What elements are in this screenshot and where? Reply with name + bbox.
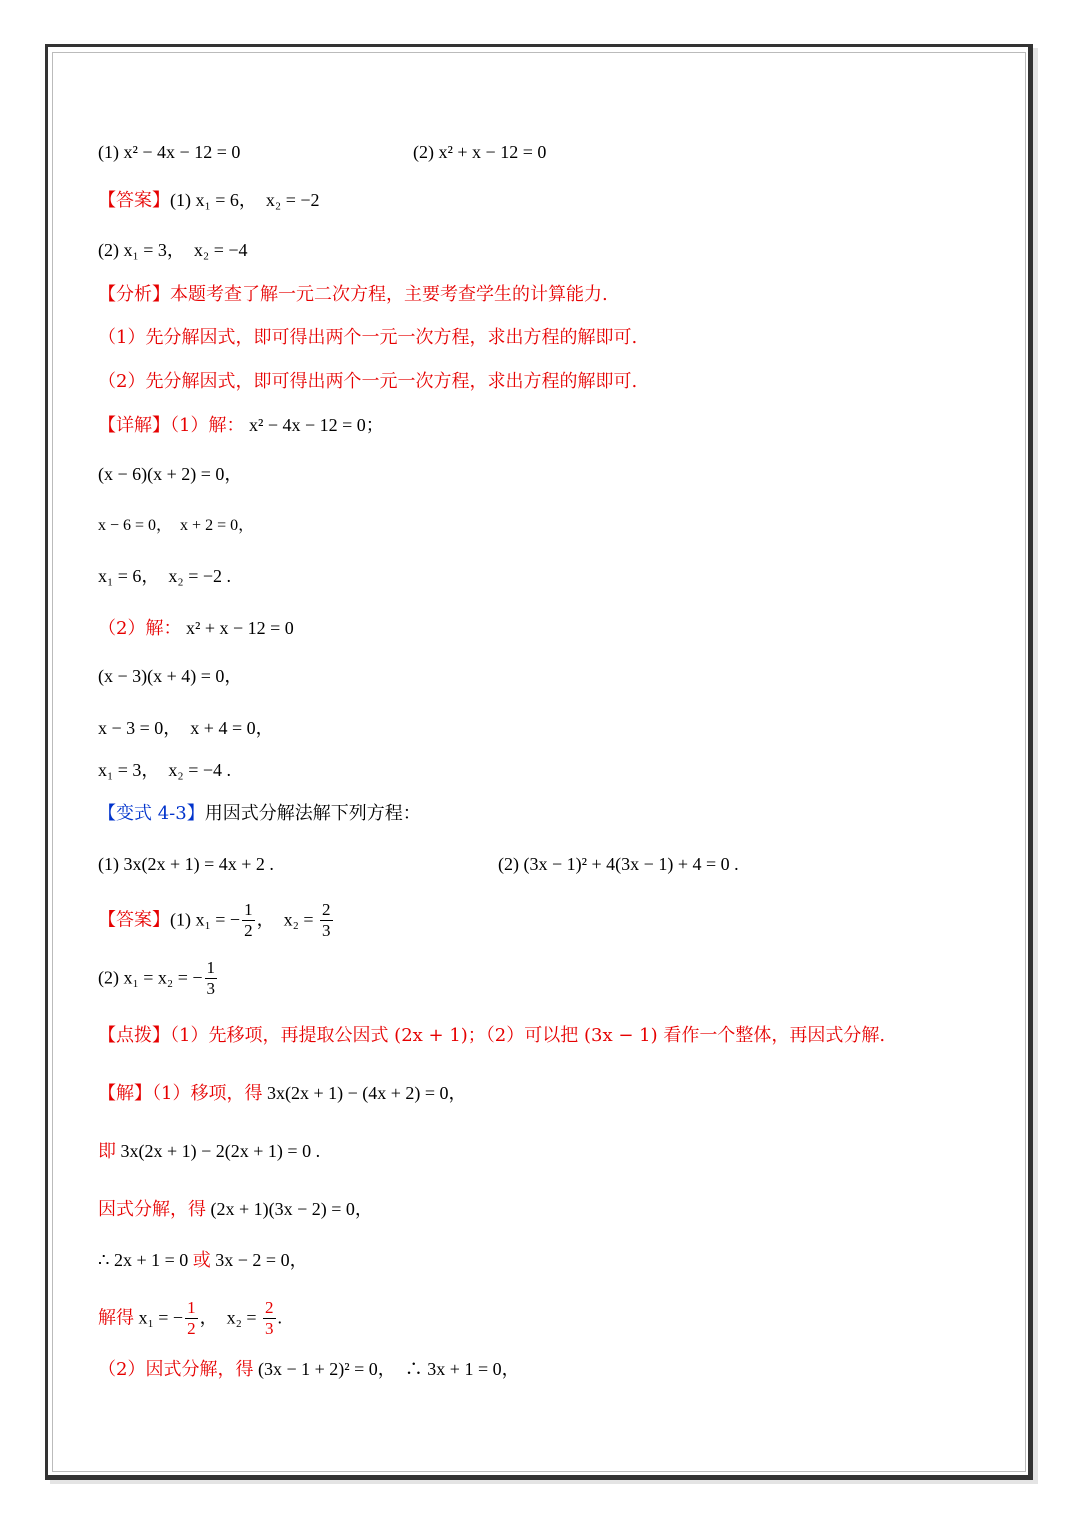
step-5: (x − 3)(x + 4) = 0， xyxy=(98,666,243,686)
answer-3-x2: ， x₂ = xyxy=(256,909,319,930)
step-4 xyxy=(98,616,294,641)
answer-2: (2) x₁ = 3， x₂ = −4 xyxy=(98,240,248,260)
question-1: (1) 3x(2x + 1) = 4x + 2 . xyxy=(98,854,274,874)
variant-label: 【变式 4-3】 xyxy=(98,803,205,824)
step-7: x₁ = 3， x₂ = −4 . xyxy=(98,760,232,780)
step-3: x₁ = 6， x₂ = −2 . xyxy=(98,566,232,586)
answer-line-4 xyxy=(98,958,219,999)
solution-line-5 xyxy=(98,1298,282,1339)
solution-3-text: 因式分解，得 xyxy=(98,1199,206,1220)
solution-label: 【解】 xyxy=(98,1083,152,1104)
question-2: (2) (3x − 1)² + 4(3x − 1) + 4 = 0 . xyxy=(498,854,739,874)
detail-label: 【详解】 xyxy=(98,415,170,436)
solution-5-text: 解得 xyxy=(98,1307,134,1329)
problem-2: (2) x² + x − 12 = 0 xyxy=(413,142,547,162)
solution-1-equation: 3x(2x + 1) − (4x + 2) = 0， xyxy=(262,1083,467,1103)
hint-text: （1）先移项，再提取公因式 (2x + 1)；（2）可以把 (3x − 1) 看作一个整体，再因式分解. xyxy=(170,1025,886,1046)
analysis-step-1: （1）先分解因式，即可得出两个一元一次方程，求出方程的解即可. xyxy=(98,327,638,348)
answer-line-1 xyxy=(98,188,320,213)
fraction-two-thirds-2: $\frac{2}{3}$ xyxy=(265,1298,274,1338)
solution-line-4 xyxy=(98,1248,308,1273)
solution-1-text: （1）移项，得 xyxy=(152,1083,263,1104)
hint-label: 【点拨】 xyxy=(98,1025,170,1046)
solution-6-text: （2）因式分解，得 xyxy=(98,1359,254,1380)
solution-4-b: 3x − 2 = 0， xyxy=(210,1250,308,1270)
variant-line xyxy=(98,802,421,826)
answer-label: 【答案】 xyxy=(98,190,170,211)
step-6: x − 3 = 0， x + 4 = 0， xyxy=(98,718,274,738)
step-4-label: （2）解： xyxy=(98,618,182,639)
solution-line-1 xyxy=(98,1081,467,1106)
solution-5-b: ， x₂ = xyxy=(199,1307,262,1328)
detail-equation: x² − 4x − 12 = 0； xyxy=(244,415,384,435)
solution-5-end: . xyxy=(277,1307,283,1328)
answer-label-2: 【答案】 xyxy=(98,909,170,931)
detail-intro: （1）解： xyxy=(170,415,245,436)
fraction-one-half-2: $\frac{1}{2}$ xyxy=(187,1298,196,1338)
step-1: (x − 6)(x + 2) = 0， xyxy=(98,464,243,484)
solution-4-or: 或 xyxy=(192,1250,211,1271)
analysis-label: 【分析】 xyxy=(98,284,170,305)
analysis-text: 本题考查了解一元二次方程，主要考查学生的计算能力. xyxy=(170,284,608,305)
variant-text: 用因式分解法解下列方程： xyxy=(204,803,421,824)
solution-line-3 xyxy=(98,1197,373,1222)
answer-line-3 xyxy=(98,900,335,941)
fraction-one-half: $\frac{1}{2}$ xyxy=(244,900,253,940)
solution-line-2 xyxy=(98,1139,320,1164)
step-4-equation: x² + x − 12 = 0 xyxy=(181,618,294,638)
detail-line xyxy=(98,413,384,438)
analysis-line xyxy=(98,283,608,307)
hint-line xyxy=(98,1024,885,1048)
step-2: x − 6 = 0， x + 2 = 0， xyxy=(98,517,255,534)
solution-6-equation: (3x − 1 + 2)² = 0， ∴ 3x + 1 = 0， xyxy=(253,1359,520,1379)
analysis-step-2: （2）先分解因式，即可得出两个一元一次方程，求出方程的解即可. xyxy=(98,371,638,392)
solution-5-a: x₁ = − xyxy=(134,1307,184,1328)
solution-line-6 xyxy=(98,1357,520,1382)
solution-2-equation: 3x(2x + 1) − 2(2x + 1) = 0 . xyxy=(116,1141,321,1161)
problem-1: (1) x² − 4x − 12 = 0 xyxy=(98,142,241,162)
answer-1: (1) x₁ = 6， x₂ = −2 xyxy=(170,190,320,210)
solution-2-text: 即 xyxy=(98,1141,116,1162)
fraction-two-thirds: $\frac{2}{3}$ xyxy=(322,900,331,940)
answer-4-prefix: (2) x₁ = x₂ = − xyxy=(98,967,203,988)
solution-3-equation: (2x + 1)(3x − 2) = 0， xyxy=(206,1199,373,1219)
answer-3-prefix: (1) x₁ = − xyxy=(170,909,241,930)
solution-4-a: ∴ 2x + 1 = 0 xyxy=(98,1250,193,1270)
fraction-one-third: $\frac{1}{3}$ xyxy=(206,958,215,998)
